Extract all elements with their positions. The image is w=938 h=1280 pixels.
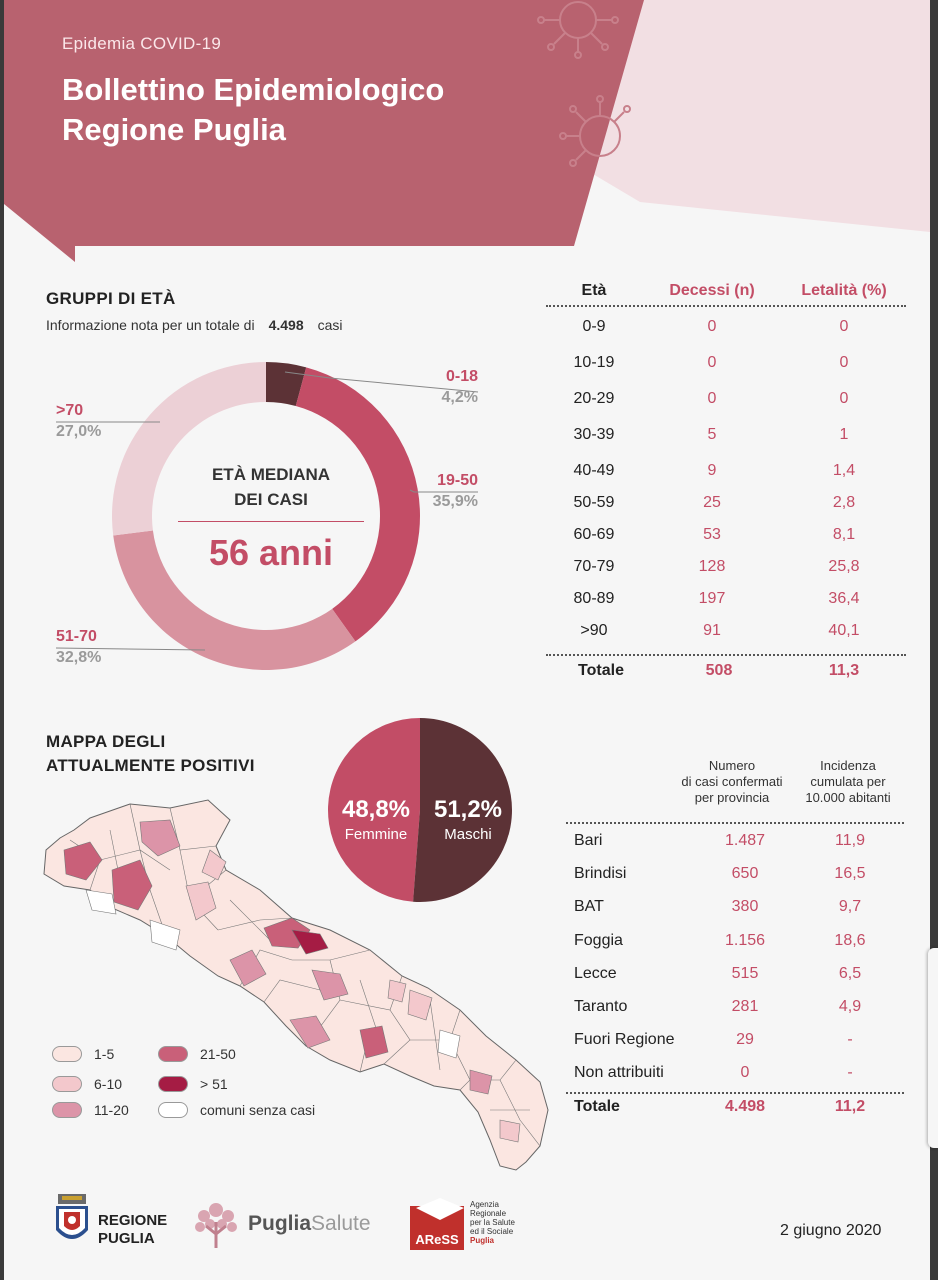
legend-label: > 51 xyxy=(200,1076,228,1092)
regione-puglia-logo xyxy=(54,1194,90,1253)
row-age: 40-49 xyxy=(573,462,615,479)
province-cases: 1.487 xyxy=(724,832,766,849)
legend-item-6-10 xyxy=(52,1076,122,1092)
map-title xyxy=(46,730,255,778)
median-title xyxy=(178,462,364,512)
row-deaths: 25 xyxy=(703,494,721,511)
legend-label: comuni senza casi xyxy=(200,1102,316,1118)
aress-logo-text: AReSS xyxy=(415,1232,459,1247)
map-title-line-2: ATTUALMENTE POSITIVI xyxy=(46,756,255,775)
province-row xyxy=(566,1064,904,1082)
province-row xyxy=(566,832,904,850)
prov-total-divider xyxy=(566,1092,904,1094)
scroll-handle[interactable] xyxy=(928,948,938,1148)
prov-total-row xyxy=(566,1098,904,1116)
legend-swatch xyxy=(158,1076,188,1092)
legend-item-11-20 xyxy=(52,1102,129,1118)
row-age: 50-59 xyxy=(573,494,615,511)
aress-text xyxy=(470,1200,515,1245)
row-lethality: 1 xyxy=(839,426,849,443)
province-cases: 380 xyxy=(731,898,759,916)
row-lethality: 40,1 xyxy=(828,622,860,639)
legend-item-no-cases xyxy=(158,1102,315,1118)
male-percent: 51,2% xyxy=(433,796,503,823)
province-name: Brindisi xyxy=(574,865,627,883)
row-deaths: 197 xyxy=(698,590,726,607)
page-title xyxy=(62,70,532,150)
legend-swatch xyxy=(158,1046,188,1062)
total-label: Totale xyxy=(578,662,624,679)
row-deaths: 53 xyxy=(703,526,721,543)
aress-line-4: ed il Sociale xyxy=(470,1227,514,1236)
median-value: 56 anni xyxy=(208,532,334,573)
prov-total-label: Totale xyxy=(574,1098,620,1115)
row-lethality: 0 xyxy=(839,354,849,371)
province-name: Lecce xyxy=(574,964,617,982)
province-cases: 515 xyxy=(731,964,759,982)
province-cases: 281 xyxy=(731,998,759,1015)
province-name: Taranto xyxy=(574,998,628,1015)
age-info-total: 4.498 xyxy=(268,317,304,333)
age-info xyxy=(46,317,343,333)
legend-swatch xyxy=(52,1046,82,1062)
province-row xyxy=(566,898,904,916)
province-incidence: 9,7 xyxy=(838,898,862,916)
prov-total-cases: 4.498 xyxy=(724,1098,766,1115)
label-name: 51-70 xyxy=(56,628,97,645)
map-title-line-1: MAPPA DEGLI xyxy=(46,732,166,751)
label-percent: 32,8% xyxy=(56,649,102,666)
regione-line-2: PUGLIA xyxy=(98,1230,155,1247)
head-cases-1: Numero xyxy=(708,758,756,773)
header-divider xyxy=(546,305,906,307)
row-age: >90 xyxy=(580,622,608,639)
province-incidence: 18,6 xyxy=(834,931,866,949)
total-lethality: 11,3 xyxy=(828,662,860,679)
legend-item-21-50 xyxy=(158,1046,236,1062)
female-label xyxy=(334,796,418,843)
puglia-salute-text xyxy=(248,1212,371,1236)
province-row xyxy=(566,1031,904,1049)
prov-header-divider xyxy=(566,822,904,824)
col-eta: Età xyxy=(581,282,607,299)
province-incidence: 16,5 xyxy=(834,865,866,883)
donut-label-over70 xyxy=(56,400,101,442)
province-row xyxy=(566,998,904,1016)
legend-item-1-5 xyxy=(52,1046,114,1062)
province-name: Non attribuiti xyxy=(574,1064,664,1082)
deaths-row xyxy=(546,590,906,608)
donut-label-0-18 xyxy=(400,366,478,408)
province-row xyxy=(566,965,904,983)
prov-total-incidence: 11,2 xyxy=(834,1098,866,1115)
regione-text xyxy=(98,1212,167,1248)
province-name: Bari xyxy=(574,832,603,849)
row-age: 10-19 xyxy=(573,354,615,371)
age-info-suffix: casi xyxy=(317,317,343,333)
deaths-row xyxy=(546,622,906,640)
row-lethality: 36,4 xyxy=(828,590,860,607)
row-age: 0-9 xyxy=(582,318,606,335)
head-cases xyxy=(670,758,794,806)
row-lethality: 8,1 xyxy=(832,526,856,543)
province-name: Foggia xyxy=(574,931,623,949)
deaths-row xyxy=(546,526,906,544)
row-age: 80-89 xyxy=(573,590,615,607)
total-deaths: 508 xyxy=(705,662,733,679)
province-cases: 0 xyxy=(740,1064,750,1082)
total-divider xyxy=(546,654,906,656)
province-table xyxy=(566,818,904,1128)
head-cases-2: di casi confermati xyxy=(681,774,783,789)
province-cases: 650 xyxy=(731,865,759,883)
head-inc-1: Incidenza xyxy=(820,758,876,773)
deaths-total-row xyxy=(546,662,906,680)
province-cases: 1.156 xyxy=(724,931,766,949)
age-info-prefix: Informazione nota per un totale di xyxy=(46,317,255,333)
deaths-row xyxy=(546,462,906,480)
province-cases: 29 xyxy=(736,1031,754,1049)
deaths-row xyxy=(546,318,906,336)
header-kicker: Epidemia COVID-19 xyxy=(62,34,222,53)
row-deaths: 128 xyxy=(698,558,726,575)
male-label xyxy=(426,796,510,843)
label-percent: 27,0% xyxy=(56,423,102,440)
legend-item-over51 xyxy=(158,1076,228,1092)
deaths-table xyxy=(546,280,906,690)
row-lethality: 1,4 xyxy=(832,462,856,479)
title-line-1: Bollettino Epidemiologico xyxy=(62,72,445,107)
female-text: Femmine xyxy=(344,826,408,843)
row-deaths: 0 xyxy=(707,390,717,407)
deaths-table-header xyxy=(546,282,906,300)
province-name: BAT xyxy=(574,898,604,916)
donut-label-19-50 xyxy=(400,470,478,512)
row-age: 20-29 xyxy=(573,390,615,407)
bulletin-date: 2 giugno 2020 xyxy=(780,1222,882,1239)
label-name: 0-18 xyxy=(445,368,478,385)
head-inc-3: 10.000 abitanti xyxy=(805,790,891,805)
legend-label: 6-10 xyxy=(94,1076,123,1092)
legend-swatch xyxy=(52,1102,82,1118)
label-name: >70 xyxy=(56,402,84,419)
deaths-row xyxy=(546,354,906,372)
province-incidence: 6,5 xyxy=(838,964,862,982)
aress-line-3: per la Salute xyxy=(470,1218,515,1227)
legend-label: 21-50 xyxy=(200,1046,236,1062)
deaths-row xyxy=(546,426,906,444)
province-name: Fuori Regione xyxy=(574,1031,675,1049)
puglia-salute-tree-icon xyxy=(190,1198,242,1250)
col-letalita: Letalità (%) xyxy=(801,282,887,299)
median-title-line-2: DEI CASI xyxy=(234,490,308,509)
salute-word: Salute xyxy=(311,1212,371,1235)
deaths-row xyxy=(546,390,906,408)
head-cases-3: per provincia xyxy=(694,790,770,805)
label-name: 19-50 xyxy=(437,472,478,489)
col-decessi: Decessi (n) xyxy=(669,282,755,299)
label-percent: 4,2% xyxy=(441,389,478,406)
row-lethality: 2,8 xyxy=(832,494,856,511)
row-deaths: 5 xyxy=(707,426,717,443)
aress-logo-icon xyxy=(410,1198,466,1252)
legend-label: 11-20 xyxy=(94,1102,129,1118)
row-deaths: 0 xyxy=(707,354,717,371)
regione-crest-icon xyxy=(54,1194,90,1248)
regione-line-1: REGIONE xyxy=(98,1212,168,1229)
donut-label-51-70 xyxy=(56,626,101,668)
title-line-2: Regione Puglia xyxy=(62,112,286,147)
legend-swatch xyxy=(158,1102,188,1118)
province-incidence: 4,9 xyxy=(838,998,862,1015)
deaths-row xyxy=(546,494,906,512)
aress-line-5: Puglia xyxy=(470,1236,495,1245)
median-title-line-1: ETÀ MEDIANA xyxy=(211,465,331,484)
legend-label: 1-5 xyxy=(94,1046,115,1062)
province-incidence: 11,9 xyxy=(835,832,865,849)
row-lethality: 0 xyxy=(839,390,849,407)
deaths-row xyxy=(546,558,906,576)
female-percent: 48,8% xyxy=(341,796,411,823)
row-age: 60-69 xyxy=(573,526,615,543)
legend-swatch xyxy=(52,1076,82,1092)
row-deaths: 0 xyxy=(707,318,717,335)
row-deaths: 9 xyxy=(707,462,717,479)
row-lethality: 25,8 xyxy=(828,558,860,575)
age-groups-title: GRUPPI DI ETÀ xyxy=(46,289,176,308)
head-inc-2: cumulata per xyxy=(810,774,886,789)
province-row xyxy=(566,932,904,950)
aress-line-2: Regionale xyxy=(470,1209,507,1218)
province-incidence: - xyxy=(847,1064,853,1082)
median-divider xyxy=(178,521,364,522)
label-percent: 35,9% xyxy=(432,493,478,510)
province-incidence: - xyxy=(847,1031,853,1049)
province-row xyxy=(566,865,904,883)
puglia-word: Puglia xyxy=(248,1212,312,1235)
aress-line-1: Agenzia xyxy=(470,1200,499,1209)
row-age: 30-39 xyxy=(573,426,615,443)
row-lethality: 0 xyxy=(839,318,849,335)
male-text: Maschi xyxy=(444,826,492,843)
head-incidence xyxy=(796,758,900,806)
row-age: 70-79 xyxy=(573,558,615,575)
row-deaths: 91 xyxy=(703,622,721,639)
